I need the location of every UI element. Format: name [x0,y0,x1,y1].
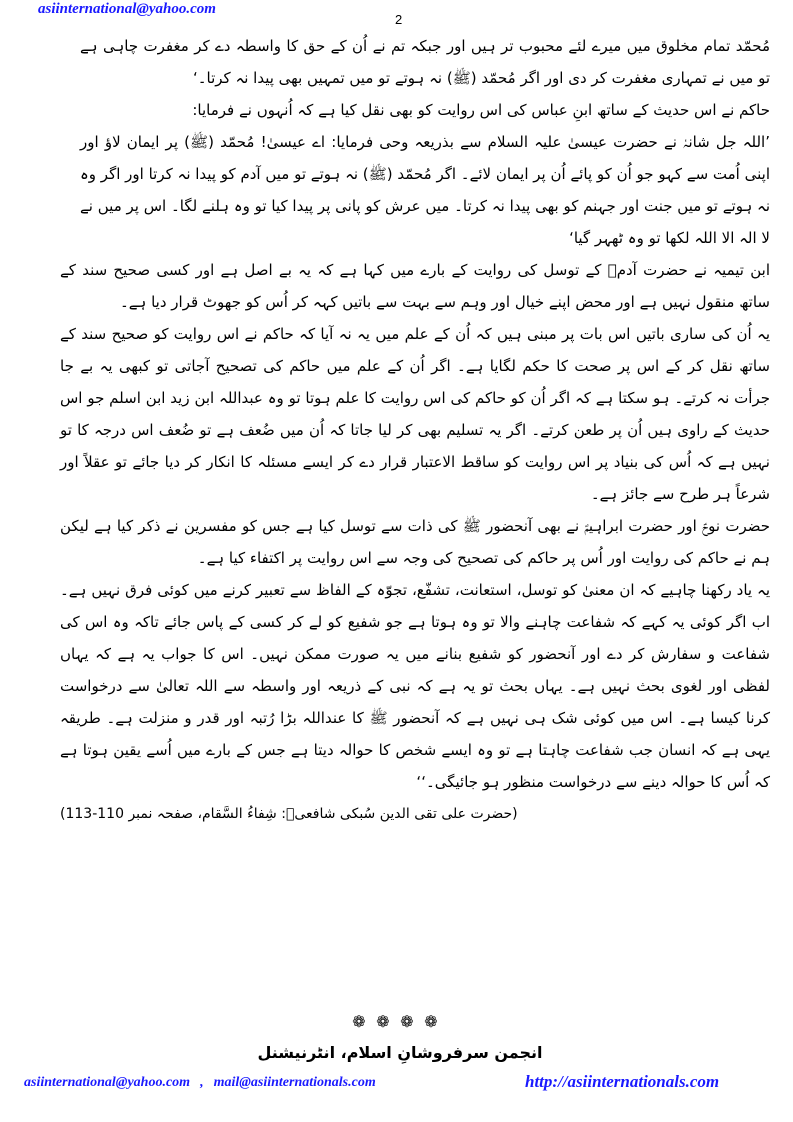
reference-citation: (حضرت علی تقی الدین سُبکی شافعیؒ: شِفاءُ السَّقام، صفحہ نمبر 110-113) [60,806,518,822]
organization-name: انجمن سرفروشانِ اسلام، انٹرنیشنل [257,1043,543,1062]
star-ornament-icon: ❁ [424,1012,438,1031]
star-ornament-icon: ❁ [352,1012,366,1031]
paragraph-ibn-taymiyya: ابن تیمیہ نے حضرت آدمؑ کے توسل کی روایت کے بارے میں کہا ہے کہ یہ بے اصل ہے اور کسی صحیح سند کے ساتھ منقول نہیں ہے اور محض اپنے خیال اور وہم سے بہت سے باتیں کہہ کر اُس کو جھوٹ قرار دیا ہے۔ [60,261,770,311]
ornament-divider [350,1013,440,1031]
quote-continuation: مُحمّد تمام مخلوق میں میرے لئے محبوب تر ہیں اور جبکہ تم نے اُن کے حق کا واسطہ دے کر مغفرت چاہی ہے تو میں نے تمہاری مغفرت کر دی اور اگر مُحمّد (ﷺ) نہ ہوتے تو میں تمہیں بھی پیدا نہ کرتا۔‘ [80,37,770,87]
paragraph-shafaat: یہ یاد رکھنا چاہیے کہ ان معنیٰ کو توسل، استعانت، تشفّع، تجوّہ کے الفاظ سے تعبیر کرنے میں کوئی فرق نہیں ہے۔ اب اگر کوئی یہ کہے کہ شفاعت چاہنے والا تو وہ ہوتا ہے جو شفیع کو لے کر کسی کے پاس جائے تاکہ وہ اس کی شفاعت و سفارش کر دے اور آنحضور کو شفیع بنانے میں یہ صورت ممکن نہیں۔ اس کا جواب یہ ہے کہ یہاں لفظی اور لغوی بحث نہیں ہے۔ یہاں بحث تو یہ ہے کہ نبی کے ذریعہ اور واسطہ سے اللہ تعالیٰ سے درخواست کرنا کیسا ہے۔ اس میں کوئی شک ہی نہیں ہے کہ آنحضور ﷺ کا عنداللہ بڑا رُتبہ اور قدر و منزلت ہے۔ طریقہ یہی ہے کہ انسان جب شفاعت چاہتا ہے تو وہ ایسے شخص کا حوالہ دیتا ہے جس کے بارے میں اُسے یقین ہوتا ہے کہ اُس کا حوالہ دینے سے درخواست منظور ہو جائیگی۔‘‘ [60,581,770,791]
header-email-link[interactable]: asiinternational@yahoo.com [38,1,216,17]
footer-separator: , [200,1075,204,1090]
footer-website-link[interactable]: http://asiinternationals.com [525,1072,720,1091]
page-number: 2 [395,12,403,27]
paragraph-prophets-tawassul: حضرت نوحؑ اور حضرت ابراہیمؑ نے بھی آنحضور ﷺ کی ذات سے توسل کیا ہے جس کو مفسرین نے ذکر کیا ہے لیکن ہم نے حاکم کی روایت اور اُس پر حاکم کی تصحیح کی وجہ سے اس روایت پر اکتفاء کیا ہے۔ [60,517,770,567]
reference-line [60,798,770,830]
footer-email-mail-link[interactable]: mail@asiinternationals.com [213,1075,376,1090]
document-body [60,30,770,830]
quote-ibn-abbas: ’اللہ جل شانہٗ نے حضرت عیسیٰ علیہ السلام سے بذریعہ وحی فرمایا: اے عیسیٰ! مُحمّد (ﷺ) پر ایمان لاؤ اور اپنی اُمت سے کہو جو اُن کو پائے اُن پر ایمان لائے۔ اگر مُحمّد (ﷺ) نہ ہوتے تو میں آدم کو پیدا نہ کرتا اور اگر وہ نہ ہوتے تو میں جنت اور جہنم کو بھی پیدا نہ کرتا۔ میں عرش کو پانی پر پیدا کیا تو وہ ہلنے لگا۔ اس پر میں نے لا الہ الا اللہ لکھا تو وہ ٹھہر گیا‘ [80,133,770,247]
footer-email-yahoo-link[interactable]: asiinternational@yahoo.com [24,1075,191,1090]
footer-emails [24,1075,376,1091]
paragraph-hakim-intro: حاکم نے اس حدیث کے ساتھ ابنِ عباس کی اس روایت کو بھی نقل کیا ہے کہ اُنہوں نے فرمایا: [192,101,770,119]
star-ornament-icon: ❁ [376,1012,390,1031]
paragraph-rebuttal: یہ اُن کی ساری باتیں اس بات پر مبنی ہیں کہ اُن کے علم میں یہ نہ آیا کہ حاکم نے اس روایت کو صحیح سند کے ساتھ نقل کر کے اس پر صحت کا حکم لگایا ہے۔ اگر اُن کے علم میں حاکم کی تصحیح آجاتی تو کبھی یہ بے جا جرأت نہ کرتے۔ ہو سکتا ہے کہ اگر اُن کو حاکم کی اس روایت کا علم ہوتا تو وہ عبداللہ ابن زید ابن اسلم جو اس حدیث کے راوی ہیں اُن پر طعن کرتے۔ اگر یہ تسلیم بھی کر لیا جاتا کہ اُن میں ضُعف ہے تو ضُعف اس درجہ کا تو نہیں ہے کہ اُس کی بنیاد پر اس روایت کو ساقط الاعتبار قرار دے کر ایسے مسئلہ کا انکار کر دیا جائے تو عقلاً اور شرعاً ہر طرح سے جائز ہے۔ [60,325,770,503]
star-ornament-icon: ❁ [400,1012,414,1031]
